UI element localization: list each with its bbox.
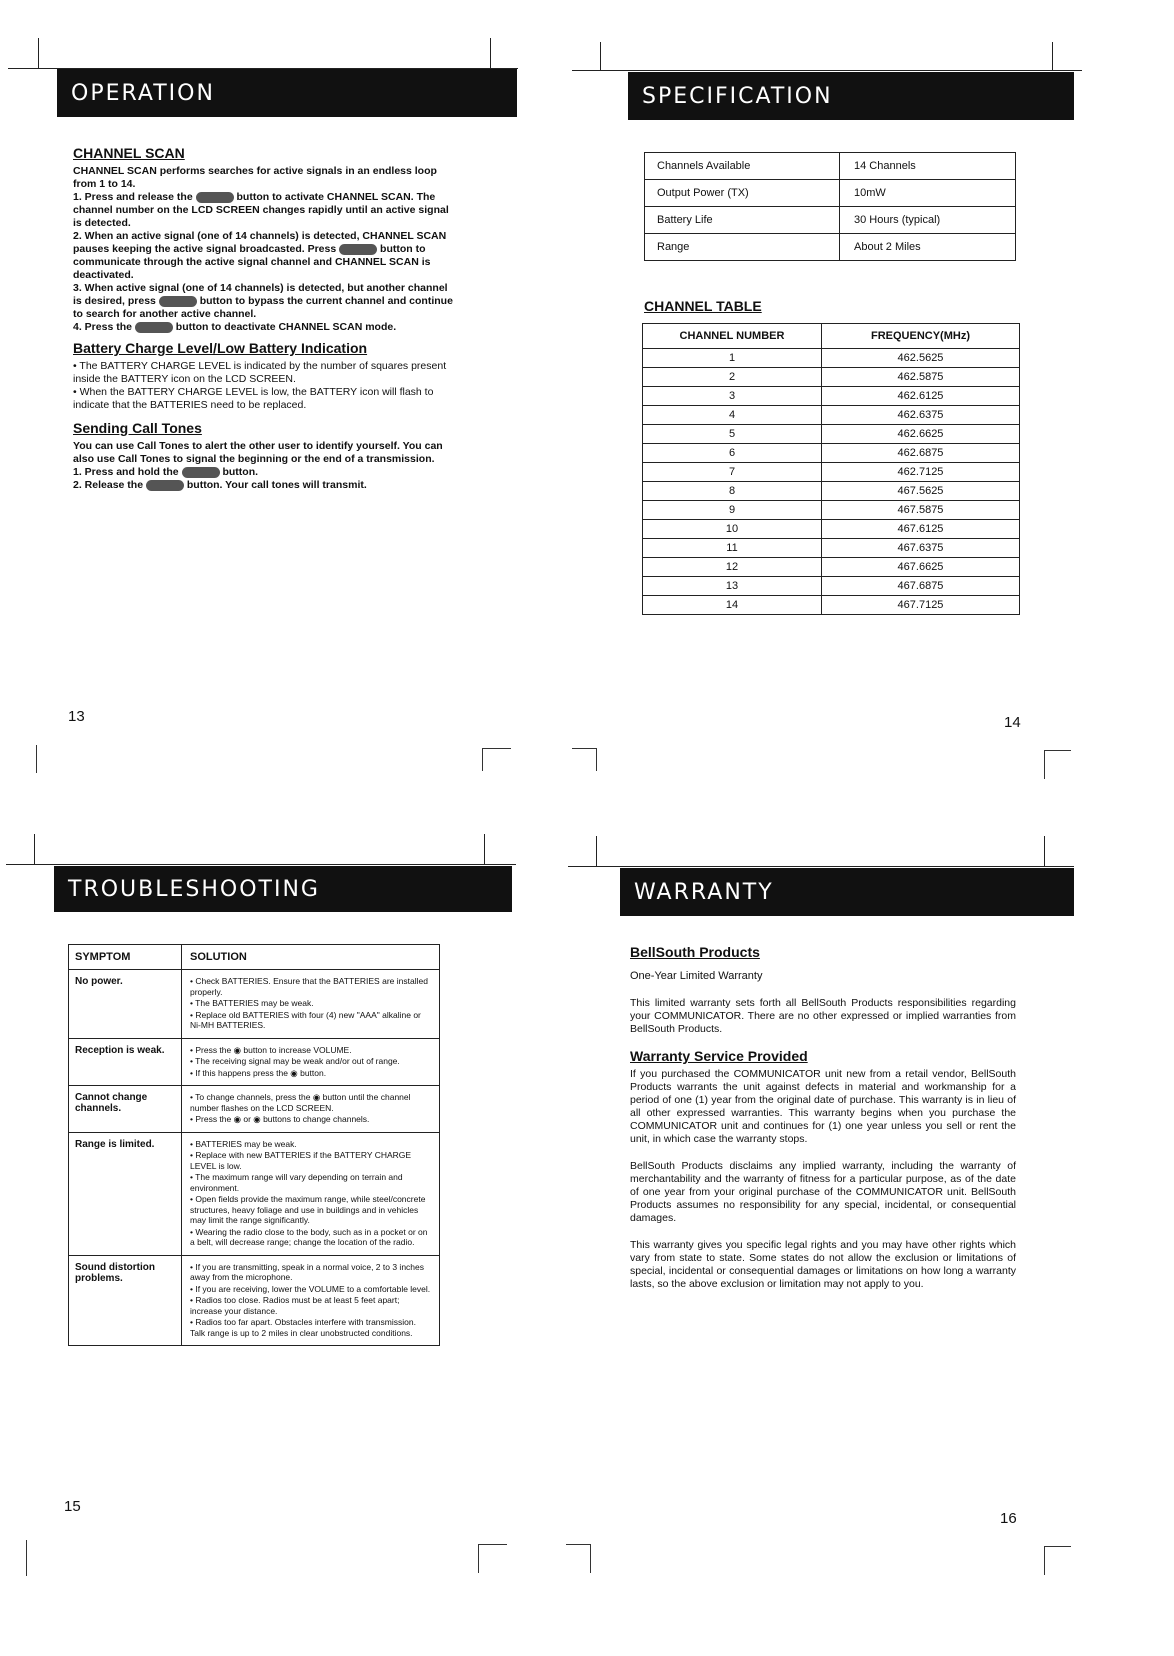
pill-button-icon xyxy=(159,296,197,307)
step-text: button. xyxy=(222,466,259,478)
step-text: 1. Press and hold the xyxy=(73,466,179,478)
step-text: button to activate CHANNEL SCAN. The channel number on the LCD SCREEN changes rapidly until an active signal is detected. xyxy=(73,191,449,229)
channel-row xyxy=(643,368,1020,387)
channel-row xyxy=(643,501,1020,520)
spec-label: Output Power (TX) xyxy=(645,180,840,207)
solution xyxy=(182,970,440,1039)
page-number: 15 xyxy=(64,1498,81,1515)
spec-row xyxy=(645,180,1016,207)
channel-frequency: 467.6125 xyxy=(822,520,1020,539)
warranty-title: WARRANTY xyxy=(634,879,774,905)
solution xyxy=(182,1255,440,1346)
troubleshooting-title-bar xyxy=(54,866,512,912)
operation-title: OPERATION xyxy=(71,80,215,106)
channel-number: 12 xyxy=(643,558,822,577)
warranty-title-bar xyxy=(620,868,1074,916)
channel-row xyxy=(643,349,1020,368)
troubleshooting-row xyxy=(69,1132,440,1255)
crop-mark xyxy=(596,836,597,866)
crop-mark xyxy=(8,745,37,773)
channel-number: 11 xyxy=(643,539,822,558)
channel-frequency: 467.6875 xyxy=(822,577,1020,596)
pill-button-icon xyxy=(182,467,220,478)
channel-number: 9 xyxy=(643,501,822,520)
channel-number: 14 xyxy=(643,596,822,615)
channel-row xyxy=(643,406,1020,425)
solution-item: • To change channels, press the ◉ button until the channel number flashes on the LCD SCREEN. xyxy=(190,1092,411,1113)
pill-button-icon xyxy=(135,322,173,333)
solution-item: • Replace with new BATTERIES if the BATTERY CHARGE LEVEL is low. xyxy=(190,1150,412,1171)
col-header-frequency: FREQUENCY(MHz) xyxy=(822,324,1020,349)
warranty-subtitle: One-Year Limited Warranty xyxy=(630,970,763,982)
solution-item: • Press the ◉ button to increase VOLUME. xyxy=(190,1044,352,1055)
channel-frequency: 467.7125 xyxy=(822,596,1020,615)
troubleshooting-row xyxy=(69,970,440,1039)
crop-mark xyxy=(34,834,35,864)
solution-item: • Radios too close. Radios must be at least 5 feet apart; increase your distance. xyxy=(190,1295,400,1316)
solution-item: • Wearing the radio close to the body, such as in a pocket or on a belt, will decrease range; change the location of the radio. xyxy=(190,1226,428,1247)
step-text: 3. When active signal (one of 14 channels) is detected, but another channel is desired, press xyxy=(73,282,448,307)
crop-mark xyxy=(482,748,511,771)
symptom: Sound distortion problems. xyxy=(69,1255,182,1346)
channel-scan-heading: CHANNEL SCAN xyxy=(73,145,185,161)
symptom: No power. xyxy=(69,970,182,1039)
crop-mark xyxy=(490,38,491,68)
channel-row xyxy=(643,539,1020,558)
channel-scan-step xyxy=(73,321,453,334)
channel-scan-step xyxy=(73,230,453,282)
channel-frequency: 462.7125 xyxy=(822,463,1020,482)
step-text: 2. When an active signal (one of 14 channels) is detected, CHANNEL SCAN pauses keeping the active signal broadcasted. Press xyxy=(73,230,447,255)
crop-mark xyxy=(484,834,485,864)
solution-item: • Replace old BATTERIES with four (4) new "AAA" alkaline or Ni-MH BATTERIES. xyxy=(190,1009,421,1030)
troubleshooting-header-row xyxy=(69,945,440,970)
pill-button-icon xyxy=(146,480,184,491)
channel-table-heading: CHANNEL TABLE xyxy=(644,298,762,314)
troubleshooting-row xyxy=(69,1255,440,1346)
channel-frequency: 467.6625 xyxy=(822,558,1020,577)
warranty-paragraph: This warranty gives you specific legal rights and you may have other rights which vary from state to state. Some states do not allow the exclusion or limitations of special, incidental or consequential damages or limitations on how long a warranty lasts, so the above exclusion or limitation may not apply to you. xyxy=(630,1239,1016,1290)
pill-button-icon xyxy=(339,244,377,255)
call-tones-step xyxy=(73,466,453,479)
warranty-service-heading: Warranty Service Provided xyxy=(630,1048,808,1064)
channel-frequency: 462.5625 xyxy=(822,349,1020,368)
step-text: button to bypass the current channel and continue to search for another active channel. xyxy=(73,295,453,320)
channel-row xyxy=(643,520,1020,539)
step-text: button to communicate through the active signal channel and CHANNEL SCAN is deactivated. xyxy=(73,243,431,281)
symptom: Range is limited. xyxy=(69,1132,182,1255)
crop-line xyxy=(6,864,516,865)
crop-mark xyxy=(1052,42,1053,70)
crop-mark xyxy=(38,38,39,68)
solution-item: • The BATTERIES may be weak. xyxy=(190,998,314,1008)
solution-item: • If this happens press the ◉ button. xyxy=(190,1067,327,1078)
channel-scan-step xyxy=(73,191,453,230)
solution-item: • The receiving signal may be weak and/or out of range. xyxy=(190,1056,400,1066)
col-header-symptom: SYMPTOM xyxy=(69,945,182,970)
crop-mark xyxy=(1044,1546,1071,1575)
specification-title-bar xyxy=(628,72,1074,120)
channel-row xyxy=(643,577,1020,596)
channel-frequency: 462.6125 xyxy=(822,387,1020,406)
channel-scan-step xyxy=(73,282,453,321)
channel-number: 3 xyxy=(643,387,822,406)
warranty-paragraph: BellSouth Products disclaims any implied warranty, including the warranty of merchantability and the warranty of fitness for a particular purpose, as of the date of one year from your original purchase of the COMMUNICATOR unit. BellSouth Products assumes no responsibility for any special, incidental, or consequential damages. xyxy=(630,1160,1016,1224)
channel-frequency: 462.6375 xyxy=(822,406,1020,425)
solution-item: • Press the ◉ or ◉ buttons to change channels. xyxy=(190,1114,370,1124)
channel-number: 8 xyxy=(643,482,822,501)
warranty-heading: BellSouth Products xyxy=(630,944,760,960)
pill-button-icon xyxy=(196,192,234,203)
symptom: Cannot change channels. xyxy=(69,1086,182,1133)
troubleshooting-row xyxy=(69,1086,440,1133)
troubleshooting-table xyxy=(68,944,440,1346)
channel-number: 1 xyxy=(643,349,822,368)
troubleshooting-row xyxy=(69,1038,440,1086)
crop-mark xyxy=(600,42,601,70)
solution-item: • BATTERIES may be weak. xyxy=(190,1138,297,1149)
page-number: 14 xyxy=(1004,714,1021,731)
step-text: button. Your call tones will transmit. xyxy=(186,479,367,491)
channel-row xyxy=(643,425,1020,444)
crop-line xyxy=(572,70,1082,71)
call-tones-intro: You can use Call Tones to alert the other user to identify yourself. You can also use Call Tones to signal the beginning or the end of a transmission. xyxy=(73,440,443,465)
spec-label: Channels Available xyxy=(645,153,840,180)
channel-row xyxy=(643,444,1020,463)
crop-mark xyxy=(566,1544,591,1573)
warranty-content xyxy=(630,944,1016,1291)
solution-item: • Open fields provide the maximum range, while steel/concrete structures, heavy foliage and use in buildings and in vehicles may limit the range significantly. xyxy=(190,1194,426,1225)
spec-value: About 2 Miles xyxy=(840,234,1016,261)
spec-row xyxy=(645,207,1016,234)
channel-frequency: 462.5875 xyxy=(822,368,1020,387)
spec-row xyxy=(645,234,1016,261)
specification-title: SPECIFICATION xyxy=(642,83,833,109)
step-text: button to deactivate CHANNEL SCAN mode. xyxy=(175,321,397,333)
crop-mark xyxy=(478,1544,507,1573)
channel-scan-intro: CHANNEL SCAN performs searches for active signals in an endless loop from 1 to 14. xyxy=(73,165,437,190)
battery-heading: Battery Charge Level/Low Battery Indication xyxy=(73,340,368,356)
solution-item: • Radios too far apart. Obstacles interfere with transmission. Talk range is up to 2 miles in clear unobstructed conditions. xyxy=(190,1317,416,1338)
symptom: Reception is weak. xyxy=(69,1038,182,1086)
channel-table-header-row xyxy=(643,324,1020,349)
operation-content xyxy=(73,145,453,492)
battery-bullet: • The BATTERY CHARGE LEVEL is indicated by the number of squares present inside the BATTERY icon on the LCD SCREEN. xyxy=(73,360,447,385)
crop-mark xyxy=(1044,750,1071,779)
channel-number: 10 xyxy=(643,520,822,539)
spec-table xyxy=(644,152,1016,261)
channel-frequency: 467.5625 xyxy=(822,482,1020,501)
col-header-channel: CHANNEL NUMBER xyxy=(643,324,822,349)
solution xyxy=(182,1038,440,1086)
spec-value: 30 Hours (typical) xyxy=(840,207,1016,234)
channel-frequency: 467.5875 xyxy=(822,501,1020,520)
channel-row xyxy=(643,482,1020,501)
channel-number: 4 xyxy=(643,406,822,425)
battery-bullet: • When the BATTERY CHARGE LEVEL is low, the BATTERY icon will flash to indicate that the BATTERIES need to be replaced. xyxy=(73,386,434,411)
step-text: 2. Release the xyxy=(73,479,144,491)
channel-frequency: 462.6875 xyxy=(822,444,1020,463)
page-number: 16 xyxy=(1000,1510,1017,1527)
channel-frequency: 462.6625 xyxy=(822,425,1020,444)
spec-value: 10mW xyxy=(840,180,1016,207)
spec-label: Range xyxy=(645,234,840,261)
step-text: 1. Press and release the xyxy=(73,191,193,203)
page-number: 13 xyxy=(68,708,85,725)
solution-item: • If you are transmitting, speak in a normal voice, 2 to 3 inches away from the microphone. xyxy=(190,1261,425,1282)
channel-frequency: 467.6375 xyxy=(822,539,1020,558)
solution xyxy=(182,1132,440,1255)
channel-row xyxy=(643,596,1020,615)
channel-row xyxy=(643,387,1020,406)
solution-item: • If you are receiving, lower the VOLUME to a comfortable level. xyxy=(190,1283,431,1294)
crop-mark xyxy=(6,1540,27,1576)
spec-row xyxy=(645,153,1016,180)
call-tones-step xyxy=(73,479,453,492)
channel-row xyxy=(643,558,1020,577)
spec-value: 14 Channels xyxy=(840,153,1016,180)
crop-line xyxy=(568,866,1074,867)
solution xyxy=(182,1086,440,1133)
solution-item: • The maximum range will vary depending on terrain and environment. xyxy=(190,1172,403,1193)
call-tones-heading: Sending Call Tones xyxy=(73,420,202,436)
channel-row xyxy=(643,463,1020,482)
warranty-paragraph: This limited warranty sets forth all BellSouth Products responsibilities regarding your COMMUNICATOR. There are no other expressed or implied warranties from BellSouth Products. xyxy=(630,997,1016,1035)
solution-item: • Check BATTERIES. Ensure that the BATTERIES are installed properly. xyxy=(190,976,428,997)
col-header-solution: SOLUTION xyxy=(182,945,440,970)
warranty-paragraph: If you purchased the COMMUNICATOR unit new from a retail vendor, BellSouth Products warrants the unit against defects in material and workmanship for a period of one (1) year from the original date of purchase. This warranty is in lieu of all other expressed warranties. This warranty begins when you purchase the COMMUNICATOR unit and continues for (1) one year unless you sell or rent the unit, in which case the warranty stops. xyxy=(630,1068,1016,1145)
operation-title-bar xyxy=(57,69,517,117)
channel-number: 6 xyxy=(643,444,822,463)
channel-number: 7 xyxy=(643,463,822,482)
channel-number: 13 xyxy=(643,577,822,596)
step-text: 4. Press the xyxy=(73,321,132,333)
spec-label: Battery Life xyxy=(645,207,840,234)
channel-number: 2 xyxy=(643,368,822,387)
channel-number: 5 xyxy=(643,425,822,444)
troubleshooting-title: TROUBLESHOOTING xyxy=(68,876,320,902)
channel-table xyxy=(642,323,1020,615)
crop-mark xyxy=(1044,836,1045,866)
crop-mark xyxy=(572,748,597,771)
